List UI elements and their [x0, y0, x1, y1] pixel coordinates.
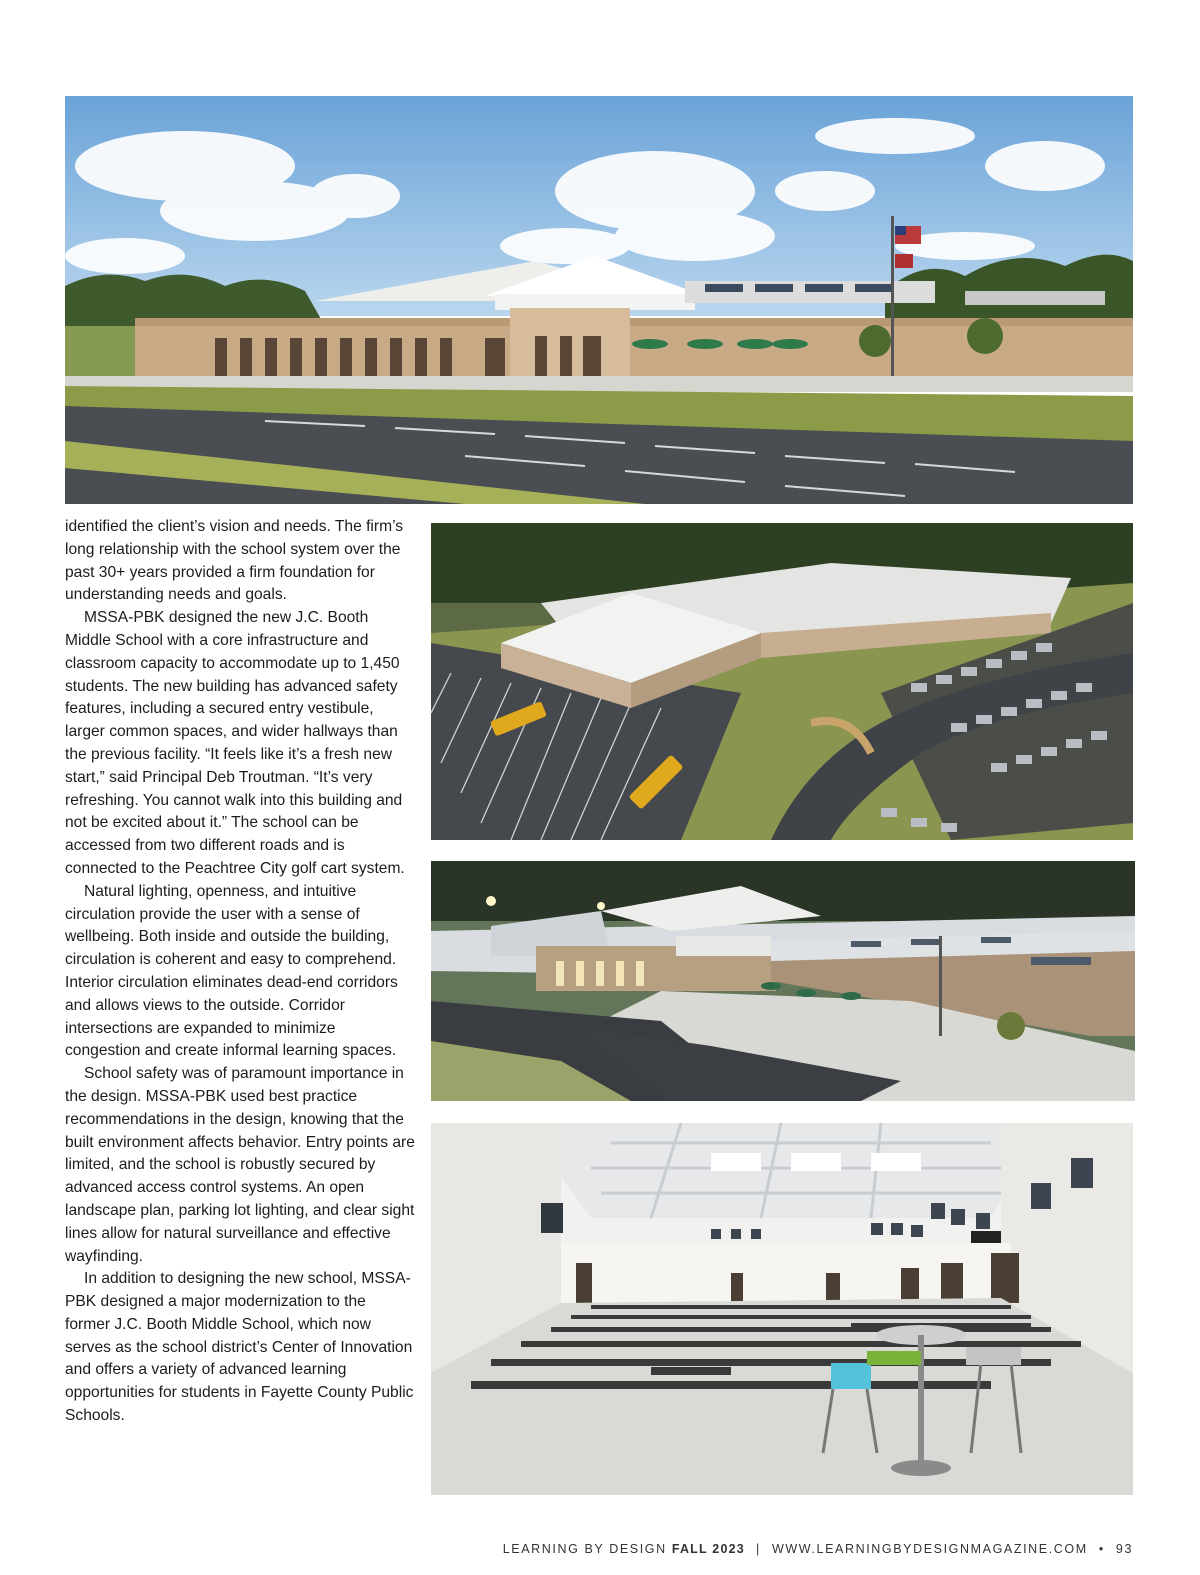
article-paragraph: School safety was of paramount importance in the design. MSSA-PBK used best practice recommendations in the design, knowing that the built environment affects behavior. Entry points are limited, and the school is robustly secured by advanced access control systems. An open landscape plan, parking lot lighting, and clear sight lines allow for natural surveillance and effective wayfinding. — [65, 1065, 415, 1265]
footer-website: WWW.LEARNINGBYDESIGNMAGAZINE.COM — [771, 1542, 1088, 1556]
footer-publication: LEARNING BY DESIGN — [502, 1542, 667, 1556]
hero-photo-school-exterior — [65, 96, 1133, 504]
article-paragraph: identified the client’s vision and needs. The firm’s long relationship with the school system over the past 30+ years provided a firm foundation for understanding needs and goals. — [65, 518, 404, 604]
article-body — [65, 516, 415, 1428]
footer-divider: | — [756, 1542, 761, 1556]
aerial-photo-campus — [431, 523, 1133, 840]
article-paragraph: Natural lighting, openness, and intuitive circulation provide the user with a sense of wellbeing. Both inside and outside the building, circulation is coherent and easy to comprehend. Interior circulation eliminates dead-end corridors and allows views to the outside. Corridor intersections are expanded to minimize congestion and create informal learning spaces. — [65, 882, 398, 1060]
aerial-photo-entrance-dusk — [431, 861, 1135, 1101]
cafeteria-interior-photo — [431, 1123, 1133, 1495]
footer-bullet: • — [1098, 1542, 1105, 1556]
page-number: 93 — [1115, 1542, 1133, 1556]
page-footer — [503, 1542, 1133, 1556]
footer-issue: FALL 2023 — [671, 1542, 745, 1556]
article-paragraph: In addition to designing the new school, MSSA-PBK designed a major modernization to the former J.C. Booth Middle School, which now serves as the school district’s Center of Innovation and offers a variety of advanced learning opportunities for students in Fayette County Public Schools. — [65, 1270, 414, 1425]
article-paragraph: MSSA-PBK designed the new J.C. Booth Middle School with a core infrastructure and classroom capacity to accommodate up to 1,450 students. The new building has advanced safety features, including a secured entry vestibule, larger common spaces, and wider hallways than the previous facility. “It feels like it’s a fresh new start,” said Principal Deb Troutman. “It’s very refreshing. You cannot walk into this building and not be excited about it.” The school can be accessed from two different roads and is connected to the Peachtree City golf cart system. — [65, 609, 405, 877]
